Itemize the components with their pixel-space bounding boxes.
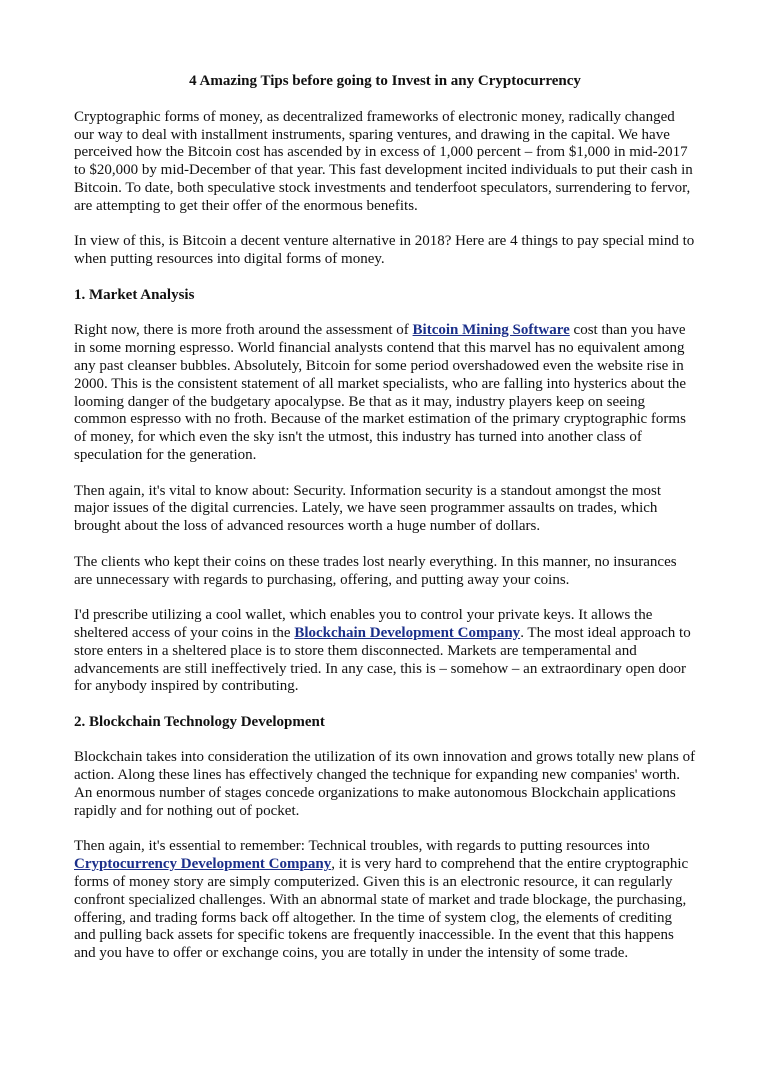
section-1-paragraph-3: The clients who kept their coins on these trades lost nearly everything. In this manner, no insurances are unnecessary with regards to purchasing, offering, and putting away your coins. <box>74 553 677 588</box>
section-1-paragraph-4-text-b: . The most ideal approach to store enters in a sheltered place is to store them disconnected. Markets are temperamental and advancements are still ineffectively tried. In any case, this is – somehow – an extraordinary open door for anybody inspired by contributing. <box>74 624 691 695</box>
section-1-paragraph-1-text-a: Right now, there is more froth around the assessment of <box>74 322 413 339</box>
section-2-paragraph-2-text-b: , it is very hard to comprehend that the entire cryptographic forms of money story are simply computerized. Given this is an electronic resource, it can regularly confront specialized challenges. With an abnormal state of market and trade blockage, the purchasing, offering, and trading forms back off altogether. In the time of system clog, the elements of crediting and pulling back assets for specific tokens are frequently inaccessible. In the event that this happens and you have to offer or exchange coins, you are totally in under the intensity of some trade. <box>74 856 689 962</box>
document-title: 4 Amazing Tips before going to Invest in any Cryptocurrency <box>189 73 581 89</box>
bitcoin-mining-software-link[interactable]: Bitcoin Mining Software <box>412 322 570 339</box>
section-1-paragraph-4-text-a: I'd prescribe utilizing a cool wallet, which enables you to control your private keys. It allows the sheltered access of your coins in the <box>74 607 653 641</box>
section-1-paragraph-4 <box>74 607 696 696</box>
section-1-paragraph-2: Then again, it's vital to know about: Security. Information security is a standout amongst the most major issues of the digital currencies. Lately, we have seen programmer assaults on trades, which brought about the loss of advanced resources worth a huge number of dollars. <box>74 482 662 535</box>
section-2-paragraph-1: Blockchain takes into consideration the utilization of its own innovation and grows totally new plans of action. Along these lines has effectively changed the technique for expanding new companies' worth. An enormous number of stages concede organizations to make autonomous Blockchain applications rapidly and for nothing out of pocket. <box>74 749 696 819</box>
section-1-paragraph-1-text-b: cost than you have in some morning espresso. World financial analysts contend that this marvel has no equivalent among any past cleanser bubbles. Absolutely, Bitcoin for some period overshadowed even the website rise in 2000. This is the consistent statement of all market specialists, who are falling into hysterics about the looming danger of the budgetary apocalypse. Be that as it may, industry players keep on seeing common espresso with no froth. Because of the market estimation of the primary cryptographic forms of money, for which even the sky isn't the utmost, this industry has turned into another class of speculation for the generation. <box>74 322 687 463</box>
section-2-paragraph-2 <box>74 838 696 963</box>
section-1-paragraph-1 <box>74 322 696 464</box>
intro-paragraph-2: In view of this, is Bitcoin a decent venture alternative in 2018? Here are 4 things to pay special mind to when putting resources into digital forms of money. <box>74 233 695 268</box>
intro-paragraph-1: Cryptographic forms of money, as decentralized frameworks of electronic money, radically changed our way to deal with installment instruments, sparing ventures, and drawing in the capital. We have perceived how the Bitcoin cost has ascended by in excess of 1,000 percent – from $1,000 in mid-2017 to $20,000 by mid-December of that year. This fast development incited individuals to put their cash in Bitcoin. To date, both speculative stock investments and tenderfoot speculators, surrendering to fervor, are attempting to get their offer of the enormous benefits. <box>74 108 693 214</box>
section-2-heading: 2. Blockchain Technology Development <box>74 713 325 730</box>
section-2-paragraph-2-text-a: Then again, it's essential to remember: Technical troubles, with regards to putting resources into <box>74 838 650 855</box>
cryptocurrency-development-company-link[interactable]: Cryptocurrency Development Company <box>74 856 332 873</box>
blockchain-development-company-link[interactable]: Blockchain Development Company <box>294 624 521 641</box>
section-1-heading: 1. Market Analysis <box>74 286 195 303</box>
